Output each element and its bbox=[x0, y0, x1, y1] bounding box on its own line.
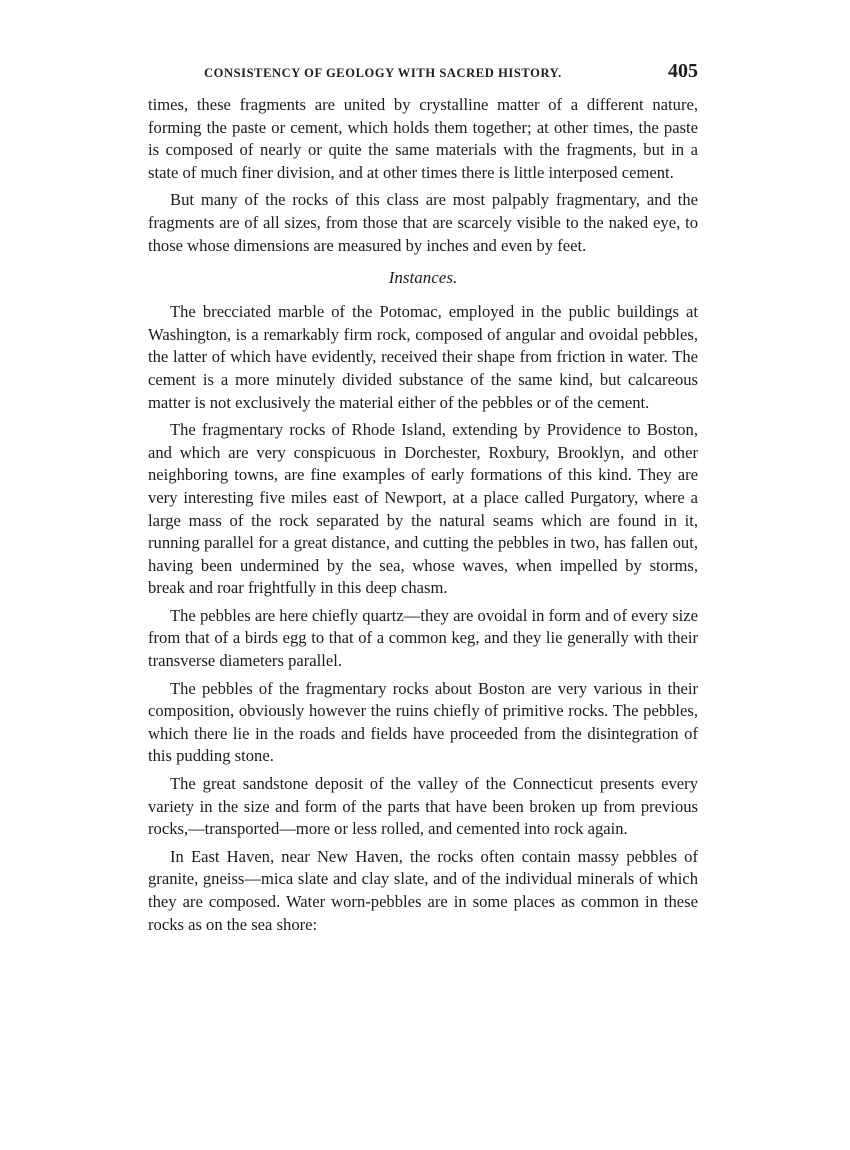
paragraph-east-haven: In East Haven, near New Haven, the rocks often contain massy pebbles of granite, gneiss—mica slate and clay slate, and of the individual minerals of which they are composed. Water worn-pebbles are in some places as common in these rocks as on the sea shore: bbox=[148, 846, 698, 934]
book-page bbox=[148, 60, 698, 941]
paragraph-continued: times, these fragments are united by crystalline matter of a different nature, forming the paste or cement, which holds them together; at other times, the paste is composed of nearly or quite the same materials with the fragments, but in a state of much finer division, and at other times there is little interposed cement. bbox=[148, 95, 698, 182]
running-head bbox=[148, 60, 698, 88]
body-text bbox=[148, 94, 698, 936]
paragraph-rhode-island: The fragmentary rocks of Rhode Island, extending by Providence to Boston, and which are very conspicuous in Dorchester, Roxbury, Brooklyn, and other neighboring towns, are fine examples of early formations of this kind. They are very interesting five miles east of Newport, at a place called Purgatory, where a large mass of the rock separated by the natural seams which are found in it, running parallel for a great distance, and cutting the pebbles in two, has fallen out, having been undermined by the sea, whose waves, when impelled by storms, break and roar frightfully in this deep chasm. bbox=[148, 420, 698, 598]
paragraph-potomac-marble: The brecciated marble of the Potomac, employed in the public buildings at Washington, is a remarkably firm rock, composed of angular and ovoidal pebbles, the latter of which have evidently, received their shape from friction in water. The cement is a more minutely divided substance of the same kind, but calcareous matter is not exclusively the material either of the pebbles or of the cement. bbox=[148, 302, 698, 412]
running-title: CONSISTENCY OF GEOLOGY WITH SACRED HISTORY. bbox=[204, 66, 562, 80]
paragraph-connecticut-sandstone: The great sandstone deposit of the valley of the Connecticut presents every variety in the size and form of the parts that have been broken up from previous rocks,—transported—more or less rolled, and cemented into rock again. bbox=[148, 774, 698, 839]
paragraph-rocks-fragmentary: But many of the rocks of this class are most palpably fragmentary, and the fragments are of all sizes, from those that are scarcely visible to the naked eye, to those whose dimensions are measured by inches and even by feet. bbox=[148, 190, 698, 255]
section-heading: Instances. bbox=[388, 268, 458, 288]
paragraph-boston-pebbles: The pebbles of the fragmentary rocks about Boston are very various in their composition, obviously however the ruins chiefly of primitive rocks. The pebbles, which there lie in the roads and fields have proceeded from the disintegration of this pudding stone. bbox=[148, 678, 698, 766]
paragraph-quartz-pebbles: The pebbles are here chiefly quartz—they are ovoidal in form and of every size from that of a birds egg to that of a common keg, and they lie generally with their transverse diameters parallel. bbox=[148, 605, 698, 671]
page-number: 405 bbox=[668, 60, 698, 82]
